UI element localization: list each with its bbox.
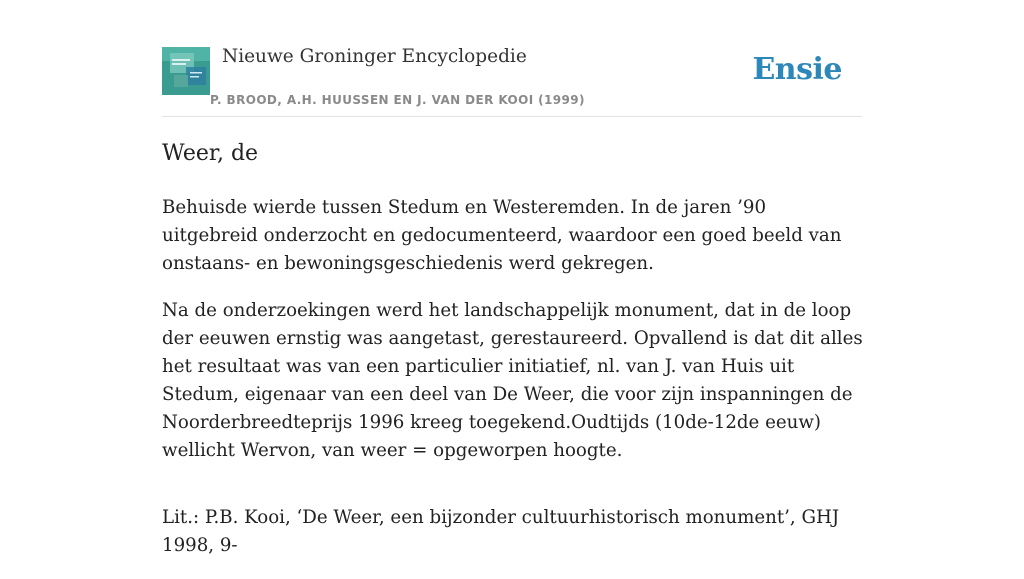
entry-paragraph: Na de onderzoekingen werd het landschappelijk monument, dat in de loop der eeuwen ernstig was aangetast, gerestaureerd. Opvallend is dat dit alles het resultaat was van een particulier initiatief, nl. van J. van Huis uit Stedum, eigenaar van een deel van De Weer, die voor zijn inspanningen de Noorderbreedteprijs 1996 kreeg toegekend.Oudtijds (10de-12de eeuw) wellicht Wervon, van weer = opgeworpen hoogte. (162, 300, 863, 461)
literature-reference: Lit.: P.B. Kooi, ‘De Weer, een bijzonder cultuurhistorisch monument’, GHJ 1998, 9- (162, 507, 840, 556)
book-title[interactable]: Nieuwe Groninger Encyclopedie (222, 46, 527, 67)
entry-title: Weer, de (162, 141, 259, 166)
book-authors: P. BROOD, A.H. HUUSSEN EN J. VAN DER KOOI (1999) (210, 93, 585, 107)
entry-paragraph: Behuisde wierde tussen Stedum en Westeremden. In de jaren ’90 uitgebreid onderzocht en gedocumenteerd, waardoor een goed beeld van onstaans- en bewoningsgeschiedenis werd gekregen. (162, 197, 842, 274)
book-cover-thumbnail[interactable] (162, 47, 210, 95)
book-header (162, 40, 862, 117)
entry-content (162, 136, 864, 579)
ensie-logo-link[interactable]: Ensie (752, 52, 842, 87)
book-cover-icon (162, 47, 210, 95)
